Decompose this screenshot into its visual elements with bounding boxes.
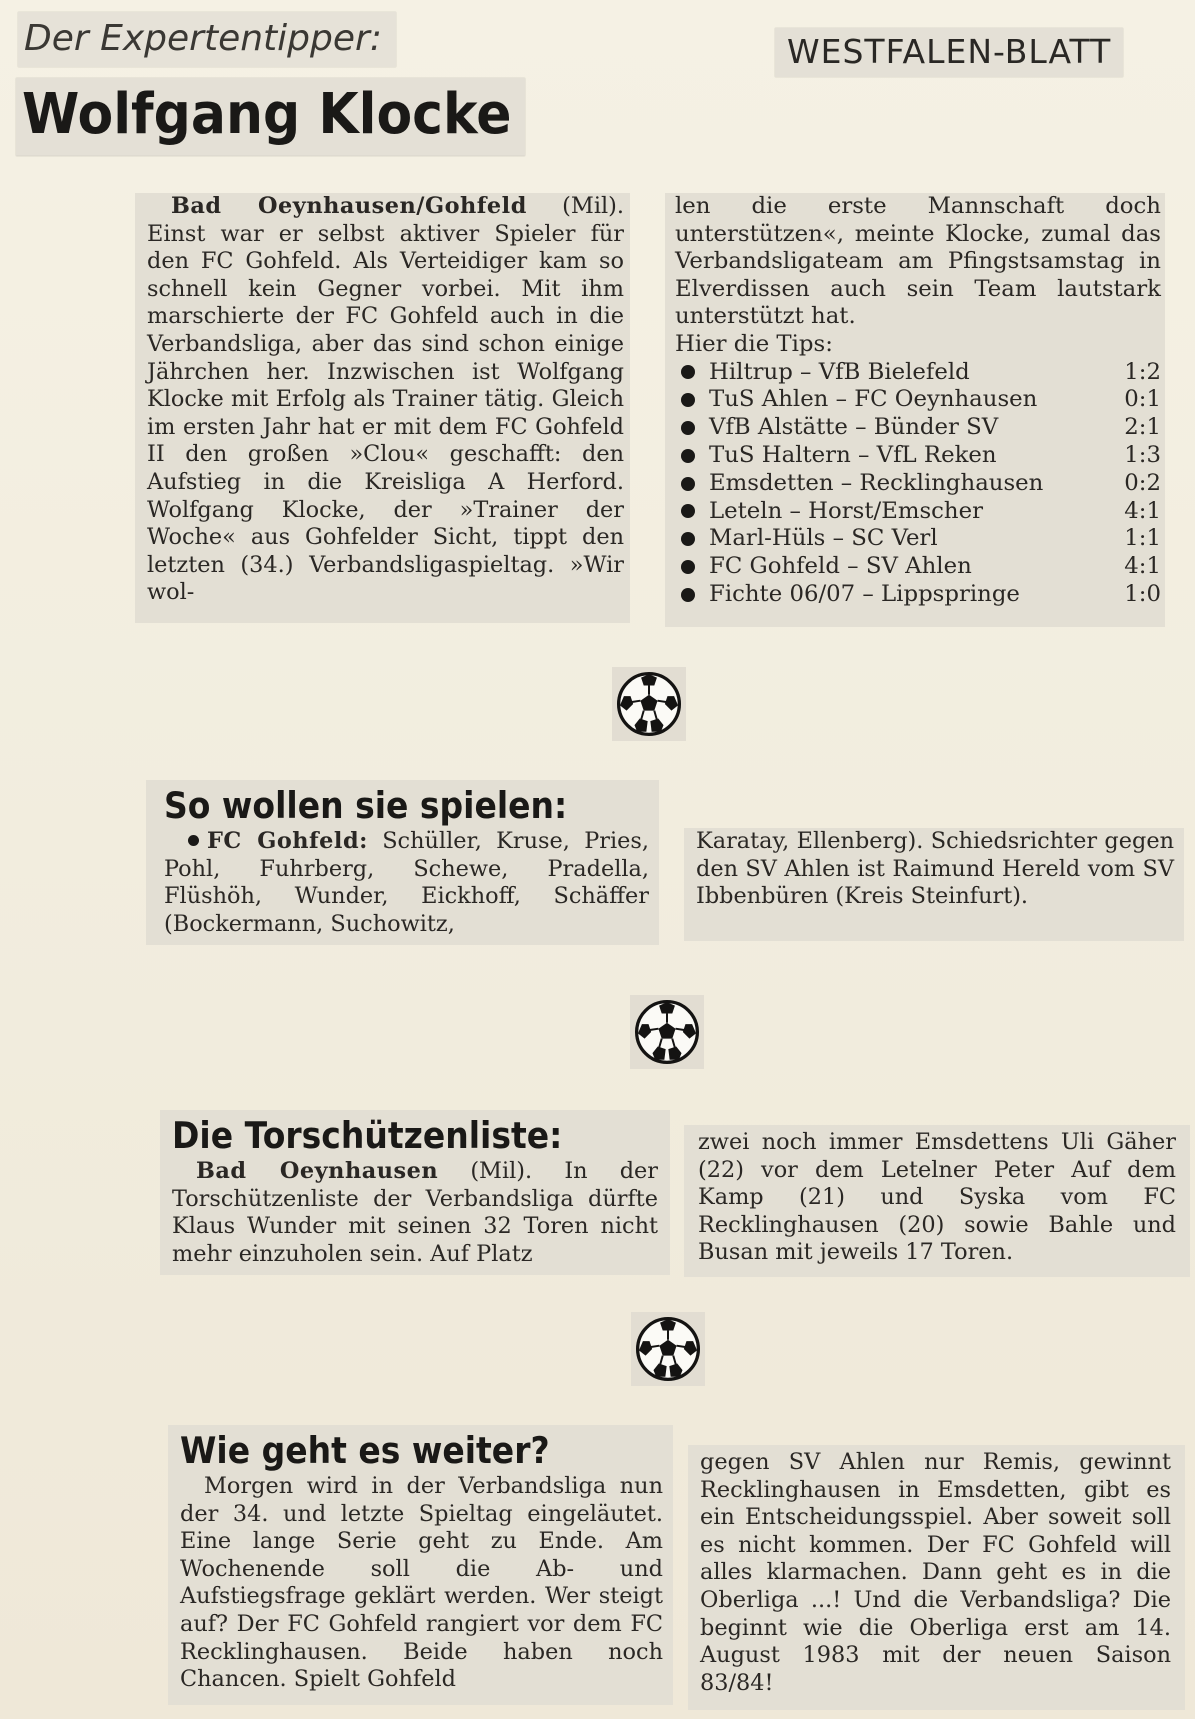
soccer-ball-icon	[635, 1316, 701, 1382]
tip-score: 2:1	[1124, 414, 1161, 441]
lineup-title: So wollen sie spielen:	[164, 784, 568, 827]
tip-score: 1:1	[1124, 525, 1161, 552]
tip-match: Fichte 06/07 – Lippspringe	[709, 581, 1020, 608]
bullet-icon	[681, 393, 695, 407]
tip-row	[675, 414, 1161, 442]
scorers-byline: (Mil).	[470, 1158, 533, 1184]
tip-row	[675, 442, 1161, 470]
tips-list	[675, 359, 1161, 609]
tip-match: TuS Ahlen – FC Oeynhausen	[709, 386, 1038, 413]
soccer-ball-icon	[616, 671, 682, 737]
lineup-column-2	[684, 828, 1184, 941]
tip-score: 0:1	[1124, 386, 1161, 413]
scorers-column-2	[684, 1125, 1190, 1277]
tips-intro: Hier die Tips:	[675, 330, 833, 357]
article-byline: (Mil).	[562, 193, 624, 219]
article-dateline: Bad Oeynhausen/Gohfeld	[171, 193, 527, 219]
lineup-column-1	[146, 780, 659, 945]
bullet-icon	[681, 449, 695, 463]
bullet-icon	[681, 532, 695, 546]
tip-row	[675, 581, 1161, 609]
tip-match: Marl-Hüls – SC Verl	[709, 525, 938, 552]
tip-row	[675, 553, 1161, 581]
scorers-column-1	[160, 1110, 670, 1275]
bullet-icon	[681, 477, 695, 491]
article-text-2: len die erste Mannschaft doch unterstützen«, meinte Klocke, zumal das Verbandsligateam am Pfingstsamstag in Elverdissen auch sein Team lautstark unterstützt hat.	[675, 193, 1161, 330]
masthead: WESTFALEN-BLATT	[775, 28, 1123, 77]
tip-row	[675, 386, 1161, 414]
lineup-text-2: Karatay, Ellenberg). Schiedsrichter gegen den SV Ahlen ist Raimund Hereld vom SV Ibbenbüren (Kreis Steinfurt).	[696, 828, 1174, 910]
divider-ball-3	[631, 1312, 705, 1386]
tip-match: TuS Haltern – VfL Reken	[709, 442, 997, 469]
tip-score: 4:1	[1124, 497, 1161, 524]
tip-score: 1:2	[1124, 358, 1161, 385]
headline: Wolfgang Klocke	[16, 78, 525, 156]
tip-score: 4:1	[1124, 553, 1161, 580]
bullet-icon	[681, 560, 695, 574]
tip-match: FC Gohfeld – SV Ahlen	[709, 553, 972, 580]
tip-score: 1:0	[1124, 581, 1161, 608]
bullet-icon	[681, 504, 695, 518]
outlook-title: Wie geht es weiter?	[180, 1429, 550, 1472]
article-text-1: Einst war er selbst aktiver Spieler für den FC Gohfeld. Als Verteidiger kam so schnell kein Gegner vorbei. Mit ihm marschierte der FC Gohfeld auch in die Verbandsliga, aber das sind schon einige Jährchen her. Inzwischen ist Wolfgang Klocke mit Erfolg als Trainer tätig. Gleich im ersten Jahr hat er mit dem FC Gohfeld II den großen »Clou« geschafft: den Aufstieg in die Kreisliga A Herford. Wolfgang Klocke, der »Trainer der Woche« aus Gohfelder Sicht, tippt den letzten (34.) Verbandsligaspieltag. »Wir wol-	[147, 220, 624, 606]
outlook-text-1: Morgen wird in der Verbandsliga nun der 34. und letzte Spieltag eingeläutet. Eine lange Serie geht zu Ende. Am Wochenende soll die Ab- und Aufstiegsfrage geklärt werden. Wer steigt auf? Der FC Gohfeld rangiert vor dem FC Recklinghausen. Beide haben noch Chancen. Spielt Gohfeld	[180, 1473, 663, 1693]
scorers-text-2: zwei noch immer Emsdettens Uli Gäher (22) vor dem Letelner Peter Auf dem Kamp (21) und Syska vom FC Recklinghausen (20) sowie Bahle und Busan mit jeweils 17 Toren.	[698, 1129, 1176, 1266]
bullet-icon	[188, 835, 199, 846]
tip-match: Leteln – Horst/Emscher	[709, 497, 983, 524]
bullet-icon	[681, 365, 695, 379]
tip-match: VfB Alstätte – Bünder SV	[709, 414, 999, 441]
outlook-column-2	[688, 1445, 1185, 1710]
tip-row	[675, 498, 1161, 526]
outlook-text-2: gegen SV Ahlen nur Remis, gewinnt Recklinghausen in Emsdetten, gibt es ein Entscheidungsspiel. Aber soweit soll es nicht kommen. Der FC Gohfeld will alles klarmachen. Dann geht es in die Oberliga ...! Und die Verbandsliga? Die beginnt wie die Oberliga erst am 14. August 1983 mit der neuen Saison 83/84!	[700, 1449, 1171, 1696]
tip-match: Emsdetten – Recklinghausen	[709, 469, 1044, 496]
bullet-icon	[681, 588, 695, 602]
scorers-text-1: In der Torschützenliste der Verbandsliga dürfte Klaus Wunder mit seinen 32 Toren nicht mehr einzuholen sein. Auf Platz	[172, 1158, 659, 1267]
kicker: Der Expertentipper:	[18, 12, 396, 67]
divider-ball-1	[612, 667, 686, 741]
tip-row	[675, 470, 1161, 498]
lineup-text-1: Schüller, Kruse, Pries, Pohl, Fuhrberg, Schewe, Pradella, Flüshöh, Wunder, Eickhoff, Schäffer (Bockermann, Suchowitz,	[164, 828, 649, 937]
lineup-team: FC Gohfeld:	[207, 828, 368, 854]
scorers-dateline: Bad Oeynhausen	[196, 1158, 439, 1184]
tip-row	[675, 525, 1161, 553]
tip-match: Hiltrup – VfB Bielefeld	[709, 358, 970, 385]
tip-score: 1:3	[1124, 442, 1161, 469]
outlook-column-1	[168, 1425, 673, 1705]
divider-ball-2	[630, 995, 704, 1069]
tip-row	[675, 359, 1161, 387]
bullet-icon	[681, 421, 695, 435]
tip-score: 0:2	[1124, 469, 1161, 496]
article-column-2	[665, 193, 1165, 627]
soccer-ball-icon	[634, 999, 700, 1065]
article-column-1	[135, 193, 630, 623]
scorers-title: Die Torschützenliste:	[172, 1114, 563, 1157]
